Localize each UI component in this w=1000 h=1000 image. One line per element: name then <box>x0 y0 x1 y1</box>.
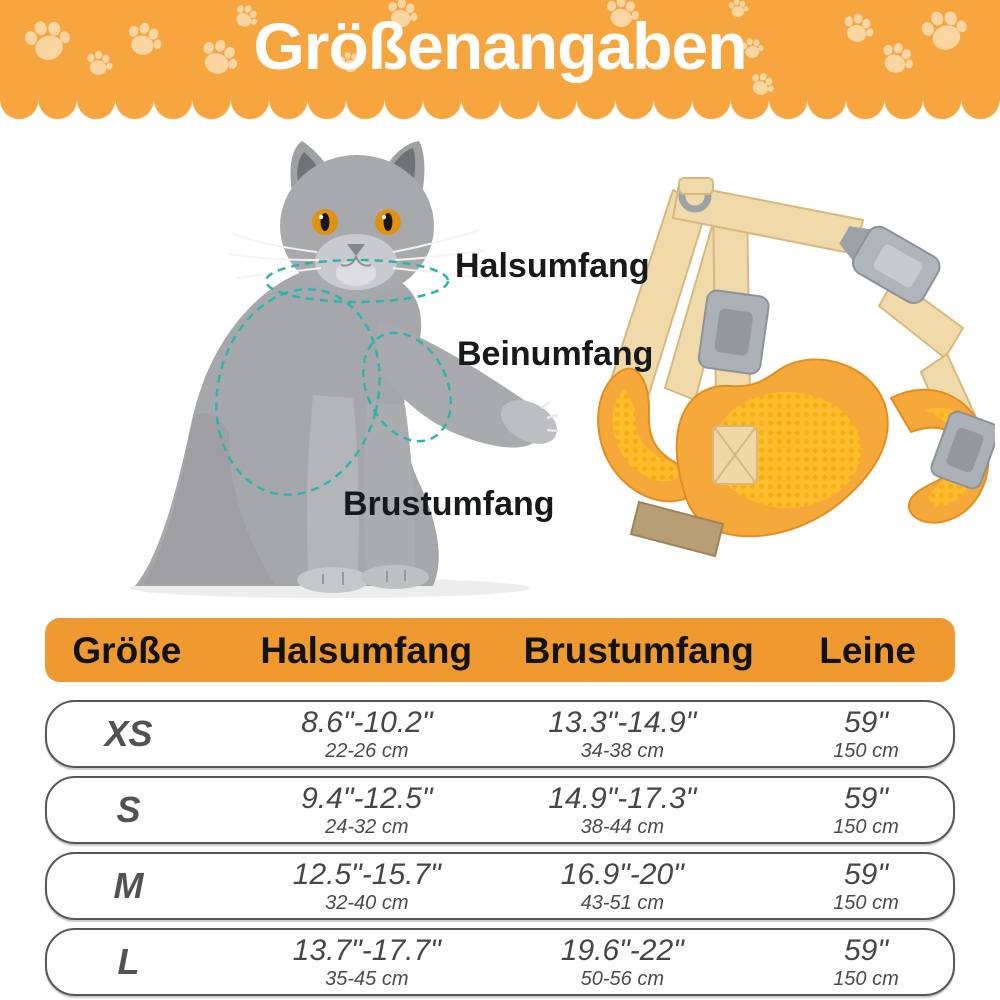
row-spacer <box>721 886 779 887</box>
neck-cell <box>210 782 523 839</box>
neck-cell <box>210 858 523 915</box>
leash-inches: 59" <box>843 933 888 967</box>
neck-label: Halsumfang <box>455 247 650 285</box>
size-cell <box>47 865 210 906</box>
neck-inches: 8.6"-10.2" <box>301 705 433 739</box>
size-value: S <box>116 789 141 830</box>
header-cell-size: Größe <box>72 629 182 671</box>
table-row <box>45 852 955 920</box>
title-banner <box>0 0 1000 100</box>
chest-cm: 38-44 cm <box>580 816 664 839</box>
header-spacer <box>722 650 780 651</box>
size-value: L <box>117 941 140 982</box>
size-cell <box>47 789 210 830</box>
chest-cell <box>524 706 722 763</box>
chest-cell <box>524 782 722 839</box>
size-table <box>45 618 955 996</box>
leash-cell <box>779 782 953 839</box>
size-cell <box>47 941 210 982</box>
leash-inches: 59" <box>843 857 888 891</box>
size-value: M <box>113 865 144 906</box>
neck-inches: 12.5"-15.7" <box>292 857 441 891</box>
chest-inches: 19.6"-22" <box>560 933 684 967</box>
leash-cell <box>779 858 953 915</box>
row-spacer <box>721 810 779 811</box>
leash-cm: 150 cm <box>833 816 899 839</box>
leash-cm: 150 cm <box>833 892 899 915</box>
neck-inches: 9.4"-12.5" <box>301 781 433 815</box>
header-cell-neck: Halsumfang <box>260 629 473 671</box>
row-spacer <box>721 734 779 735</box>
row-spacer <box>721 962 779 963</box>
leash-cm: 150 cm <box>833 740 899 763</box>
page-title: Größenangaben <box>253 9 747 83</box>
table-header <box>45 618 955 682</box>
leash-inches: 59" <box>843 781 888 815</box>
chest-cm: 34-38 cm <box>580 740 664 763</box>
table-row <box>45 776 955 844</box>
neck-cell <box>210 706 523 763</box>
chest-cell <box>524 858 722 915</box>
leash-inches: 59" <box>843 705 888 739</box>
chest-label: Brustumfang <box>343 485 555 523</box>
neck-inches: 13.7"-17.7" <box>292 933 441 967</box>
table-row <box>45 700 955 768</box>
neck-cell <box>210 934 523 991</box>
leash-cell <box>779 706 953 763</box>
leg-label: Beinumfang <box>457 335 654 373</box>
leash-cm: 150 cm <box>833 968 899 991</box>
chest-inches: 14.9"-17.3" <box>548 781 697 815</box>
header-cell-chest: Brustumfang <box>523 629 754 671</box>
header-cell-leash: Leine <box>819 629 916 671</box>
chest-cm: 50-56 cm <box>580 968 664 991</box>
slider-buckle <box>698 289 770 375</box>
neck-cm: 32-40 cm <box>325 892 409 915</box>
scallop-border <box>0 100 1000 120</box>
harness-photo <box>595 158 995 578</box>
leash-cell <box>779 934 953 991</box>
chest-cell <box>524 934 722 991</box>
size-cell <box>47 713 210 754</box>
neck-cm: 35-45 cm <box>325 968 409 991</box>
chest-inches: 16.9"-20" <box>560 857 684 891</box>
neck-cm: 24-32 cm <box>325 816 409 839</box>
table-row <box>45 928 955 996</box>
strap-connector <box>713 426 757 484</box>
chest-cm: 43-51 cm <box>580 892 664 915</box>
neck-cm: 22-26 cm <box>325 740 409 763</box>
size-value: XS <box>104 713 153 754</box>
chest-inches: 13.3"-14.9" <box>548 705 697 739</box>
